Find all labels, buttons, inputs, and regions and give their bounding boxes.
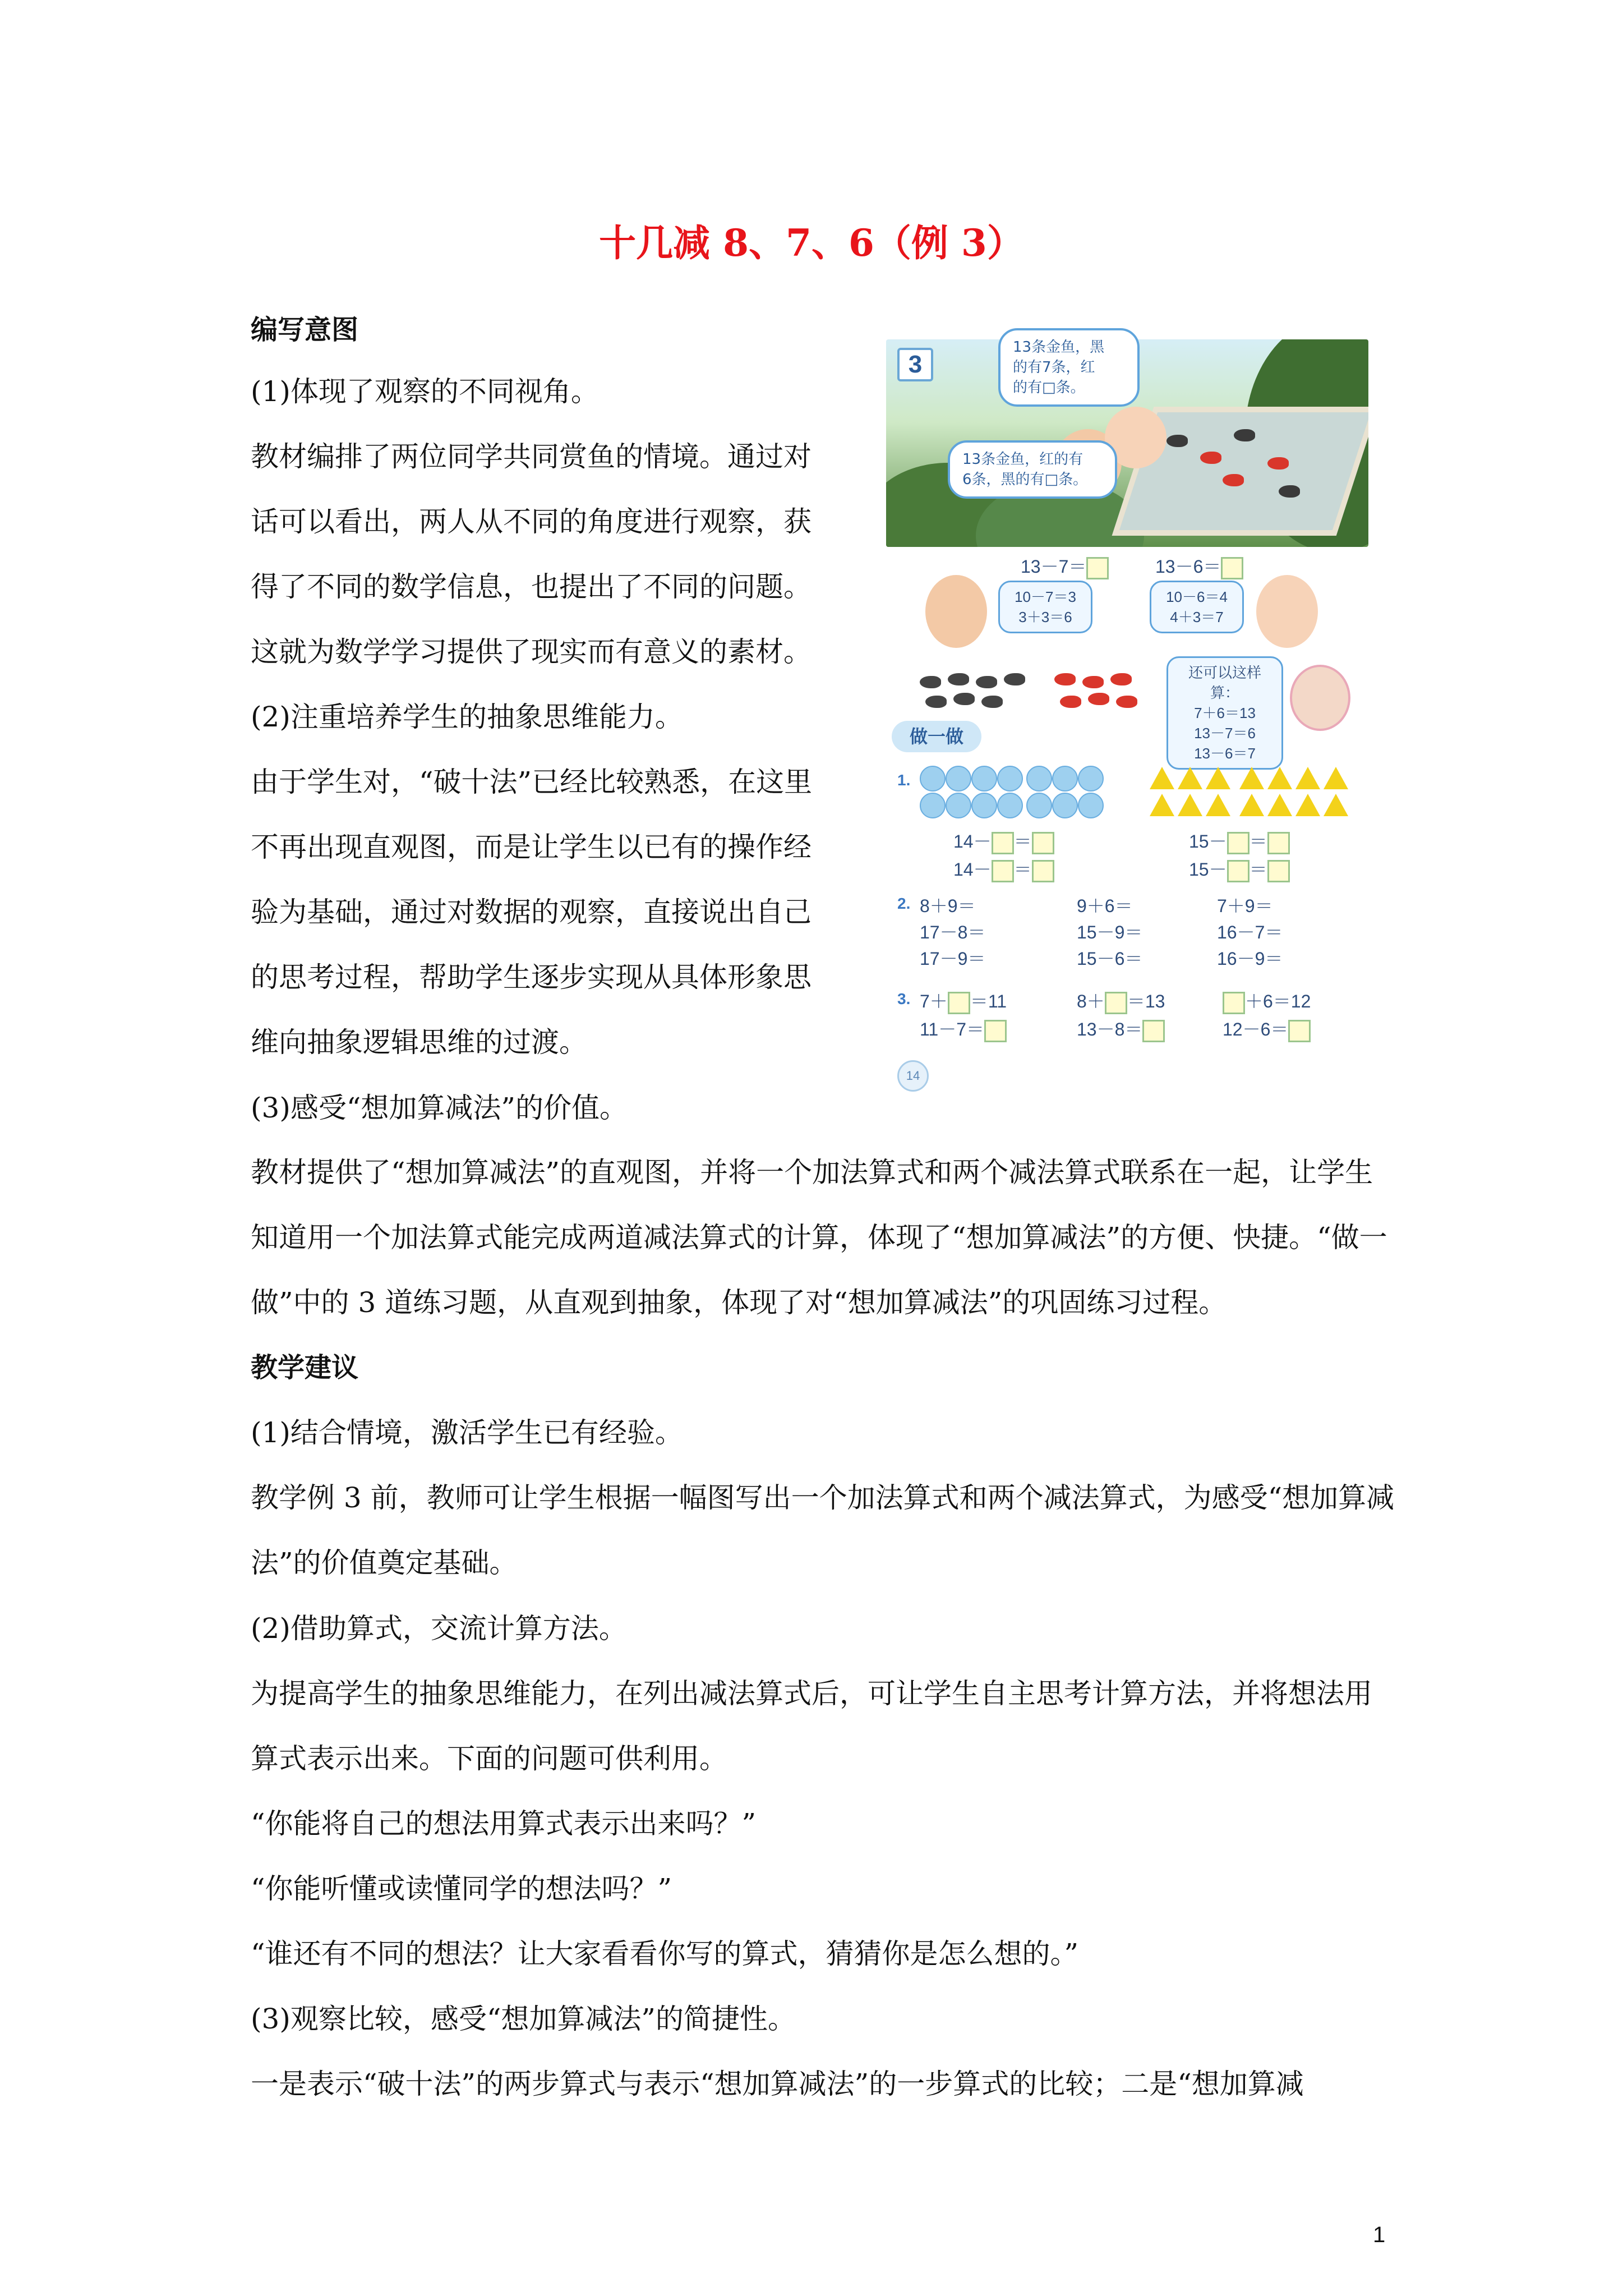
circle-icon <box>1052 766 1078 792</box>
page-title: 十几减 8、7、6（例 3） <box>599 221 1024 265</box>
equation <box>920 987 1007 1014</box>
equation: 17－8＝ <box>920 922 986 942</box>
triangle-icon <box>1267 767 1292 789</box>
quote: “你能将自己的想法用算式表示出来吗？” <box>251 1807 757 1840</box>
red-fish-icon <box>1200 452 1221 464</box>
paragraph: 教学例 3 前，教师可让学生根据一幅图写出一个加法算式和两个减法算式，为感受“想加算减法”的价值奠定基础。 <box>251 1481 1395 1579</box>
triangle-icon <box>1178 794 1202 816</box>
equation-text: ＝13 <box>1127 991 1165 1011</box>
answer-box <box>1086 557 1109 579</box>
red-fish-icon <box>1060 696 1081 708</box>
equation <box>1077 1015 1165 1042</box>
triangle-icon <box>1150 767 1174 789</box>
black-fish-icon <box>1166 435 1188 447</box>
equation: 17－9＝ <box>920 949 986 969</box>
quote: “你能听懂或读懂同学的想法吗？” <box>251 1872 672 1905</box>
circle-icon <box>946 766 971 792</box>
girl-figure <box>1256 575 1318 648</box>
boy-work-bubble: 10－7＝3 3＋3＝6 <box>998 581 1092 633</box>
answer-box <box>1032 832 1054 854</box>
equation: 15－6＝ <box>1077 949 1143 969</box>
equation-text: 15－ <box>1189 859 1227 880</box>
answer-box <box>1105 992 1127 1014</box>
answer-box <box>948 992 970 1014</box>
paragraph: 由于学生对，“破十法”已经比较熟悉，在这里不再出现直观图，而是让学生以已有的操作经验为基础，通过对数据的观察，直接说出自己的思考过程，帮助学生逐步实现从具体形象思维向抽象逻辑思维的过渡。 <box>251 766 813 1059</box>
boy-figure <box>925 575 987 648</box>
paragraph: (1)结合情境，激活学生已有经验。 <box>251 1416 683 1449</box>
equation: 14－ ＝ <box>953 855 1054 882</box>
question-number: 3. <box>897 990 911 1007</box>
section-heading-advice: 教学建议 <box>251 1352 359 1383</box>
red-fish-icon <box>1223 474 1244 486</box>
equation-text: 7＋ <box>920 991 948 1011</box>
answer-box <box>1227 832 1249 854</box>
red-fish-icon <box>1082 676 1104 688</box>
triangle-icon <box>1267 794 1292 816</box>
black-fish-icon <box>1279 485 1300 498</box>
paragraph: 教材提供了“想加算减法”的直观图，并将一个加法算式和两个减法算式联系在一起，让学生知道用一个加法算式能完成两道减法算式的计算，体现了“想加算减法”的方便、快捷。“做一做”中的 3 道练习题，从直观到抽象，体现了对“想加算减法”的巩固练习过程。 <box>251 1156 1387 1319</box>
circle-icon <box>1052 793 1078 818</box>
black-fish-icon <box>1004 673 1025 685</box>
page-number: 1 <box>1373 2223 1386 2247</box>
equation-text: 15－ <box>1189 831 1227 852</box>
triangle-icon <box>1206 767 1230 789</box>
speech-bubble: 13条金鱼，红的有 6条，黑的有□条。 <box>948 440 1117 499</box>
textbook-page-number: 14 <box>897 1060 929 1092</box>
circle-icon <box>1078 766 1104 792</box>
equation: 15－9＝ <box>1077 922 1143 942</box>
equation <box>1021 553 1109 579</box>
equation: 14－ ＝ <box>953 827 1054 854</box>
equation-text: 13－6＝ <box>1155 556 1221 577</box>
circle-icon <box>920 793 946 818</box>
quote: “谁还有不同的想法？让大家看看你写的算式，猜猜你是怎么想的。” <box>251 1938 1079 1970</box>
equation: 16－9＝ <box>1217 949 1283 969</box>
triangle-icon <box>1324 767 1348 789</box>
triangle-icon <box>1295 767 1320 789</box>
equation-text: ＝11 <box>970 991 1007 1011</box>
answer-box <box>1032 860 1054 882</box>
equation-text: 13－8＝ <box>1077 1019 1143 1039</box>
red-fish-icon <box>1088 693 1109 705</box>
black-fish-icon <box>1234 429 1255 441</box>
red-fish-icon <box>1267 457 1289 470</box>
equation <box>1223 987 1311 1014</box>
circle-icon <box>1026 793 1052 818</box>
paragraph: (3)观察比较，感受“想加算减法”的简捷性。 <box>251 2003 796 2035</box>
black-fish-icon <box>981 696 1003 708</box>
answer-box <box>1267 860 1290 882</box>
equation: 8＋9＝ <box>920 896 976 916</box>
circle-icon <box>997 793 1023 818</box>
red-fish-icon <box>1054 673 1076 685</box>
practice-label: 做一做 <box>892 721 981 752</box>
section-heading-intent: 编写意图 <box>251 314 359 346</box>
equation <box>1155 553 1243 579</box>
red-fish-icon <box>1110 673 1132 685</box>
answer-box <box>1227 860 1249 882</box>
question-number: 1. <box>897 771 911 789</box>
answer-box <box>1142 1020 1165 1042</box>
circle-icon <box>971 793 997 818</box>
paragraph: 为提高学生的抽象思维能力，在列出减法算式后，可让学生自主思考计算方法，并将想法用算式表示出来。下面的问题可供利用。 <box>251 1677 1372 1775</box>
equation: 7＋9＝ <box>1217 896 1273 916</box>
equation: 15－ ＝ <box>1189 855 1290 882</box>
equation-text: 12－6＝ <box>1223 1019 1289 1039</box>
answer-box <box>992 860 1014 882</box>
triangle-icon <box>1150 794 1174 816</box>
paragraph: (1)体现了观察的不同视角。 <box>251 375 599 408</box>
answer-box <box>992 832 1014 854</box>
black-fish-icon <box>976 676 997 688</box>
equation: 15－ ＝ <box>1189 827 1290 854</box>
example-number-badge: 3 <box>897 348 933 381</box>
triangle-icon <box>1295 794 1320 816</box>
answer-box <box>1223 992 1245 1014</box>
paragraph: 一是表示“破十法”的两步算式与表示“想加算减法”的一步算式的比较；二是“想加算减 <box>251 2068 1304 2100</box>
circle-icon <box>946 793 971 818</box>
paragraph: (3)感受“想加算减法”的价值。 <box>251 1092 628 1124</box>
circle-icon <box>971 766 997 792</box>
triangle-icon <box>1239 794 1264 816</box>
black-fish-icon <box>920 676 941 688</box>
angel-figure <box>1290 665 1350 731</box>
black-fish-icon <box>953 693 975 705</box>
equation-text: 14－ <box>953 859 992 880</box>
triangle-icon <box>1239 767 1264 789</box>
answer-box <box>1221 557 1243 579</box>
angel-hint-bubble: 还可以这样算： 7＋6＝13 13－7＝6 13－6＝7 <box>1166 656 1283 770</box>
black-fish-icon <box>925 696 947 708</box>
equation-text: 14－ <box>953 831 992 852</box>
equation: 9＋6＝ <box>1077 896 1133 916</box>
red-fish-icon <box>1116 696 1137 708</box>
equation <box>1077 987 1165 1014</box>
speech-bubble: 13条金鱼，黑 的有7条，红 的有□条。 <box>998 328 1140 407</box>
triangle-icon <box>1324 794 1348 816</box>
equation-text: 8＋ <box>1077 991 1105 1011</box>
triangle-icon <box>1206 794 1230 816</box>
answer-box <box>1267 832 1290 854</box>
equation-text: ＋6＝12 <box>1245 991 1311 1011</box>
girl-work-bubble: 10－6＝4 4＋3＝7 <box>1150 581 1244 633</box>
answer-box <box>984 1020 1007 1042</box>
triangle-icon <box>1178 767 1202 789</box>
equation <box>1223 1015 1311 1042</box>
circle-icon <box>1078 793 1104 818</box>
equation: 16－7＝ <box>1217 922 1283 942</box>
question-number: 2. <box>897 895 911 912</box>
circle-icon <box>997 766 1023 792</box>
equation-text: 11－7＝ <box>920 1019 985 1039</box>
paragraph: (2)注重培养学生的抽象思维能力。 <box>251 701 683 733</box>
equation-text: 13－7＝ <box>1021 556 1087 577</box>
circle-icon <box>1026 766 1052 792</box>
paragraph: 教材编排了两位同学共同赏鱼的情境。通过对话可以看出，两人从不同的角度进行观察，获得了不同的数学信息，也提出了不同的问题。这就为数学学习提供了现实而有意义的素材。 <box>251 440 811 668</box>
black-fish-icon <box>948 673 969 685</box>
equation <box>920 1015 1007 1042</box>
textbook-illustration <box>886 328 1380 1114</box>
circle-icon <box>920 766 946 792</box>
paragraph: (2)借助算式，交流计算方法。 <box>251 1612 627 1645</box>
answer-box <box>1288 1020 1311 1042</box>
